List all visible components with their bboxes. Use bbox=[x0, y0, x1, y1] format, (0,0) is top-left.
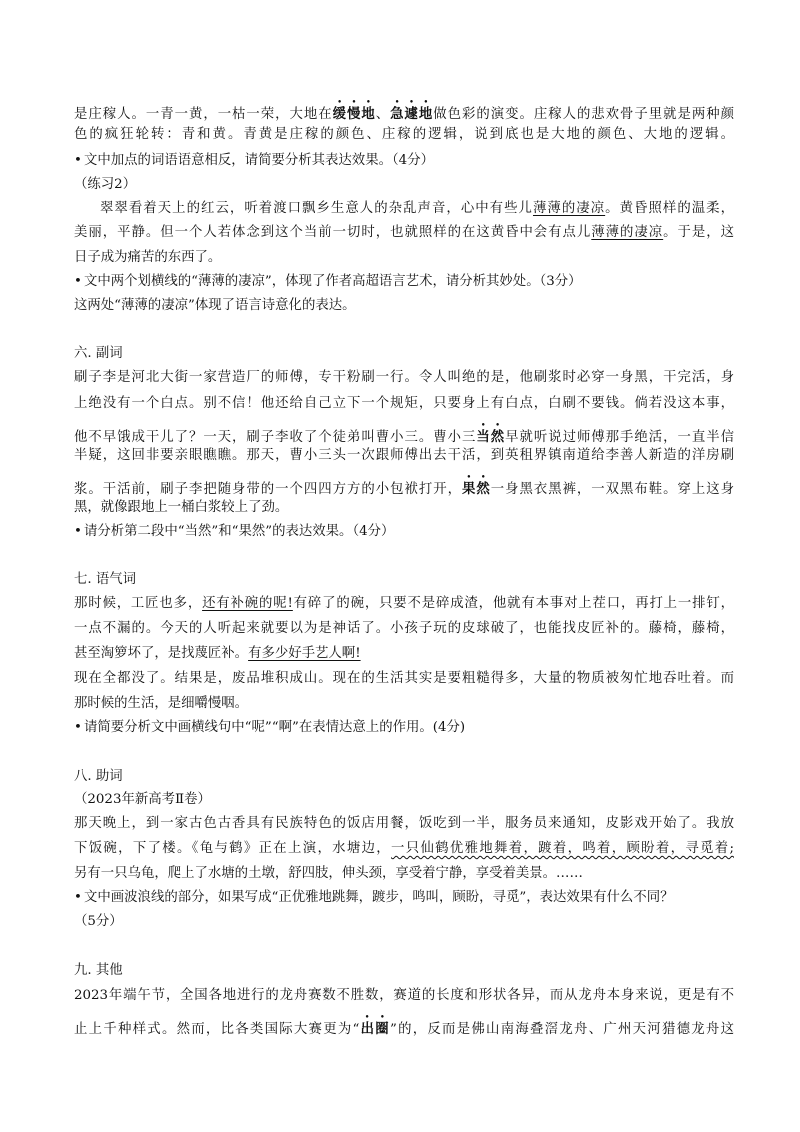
passage-line: 上绝没有一个白点。别不信！他还给自己立下一个规矩，只要身上有白点，白刷不要钱。倘若没这本事， bbox=[74, 396, 734, 411]
passage-line: 黑，就像跟地上一桶白浆较上了劲。 bbox=[74, 500, 289, 515]
emphasis-word: 出圈 bbox=[359, 1021, 390, 1037]
passage-line: 下饭碗，下了楼。《龟与鹤》正在上演，水塘边，一只仙鹤优雅地舞着，踱着，鸣着，顾盼着，寻觅着; bbox=[74, 841, 734, 856]
passage-line: 那时候的生活，是细嚼慢咽。 bbox=[74, 696, 249, 711]
passage-line: 现在全都没了。结果是，废品堆积成山。现在的生活其实是要粗糙得多，大量的物质被匆忙地吞吐着。而 bbox=[74, 671, 734, 686]
question: • 文中两个划横线的“薄薄的凄凉”，体现了作者高超语言艺术，请分析其妙处。（3分） bbox=[74, 272, 734, 294]
passage-line: 日子成为痛苦的东西了。 bbox=[74, 250, 222, 265]
question: • 请分析第二段中“当然”和“果然”的表达效果。（4分） bbox=[74, 522, 734, 544]
passage-line: 美丽，平静。但一个人若体念到这个当前一切时，也就照样的在这黄昏中会有点儿薄薄的凄凉。于是，这 bbox=[74, 225, 735, 240]
question: • 文中画波浪线的部分，如果写成“正优雅地跳舞，踱步，鸣叫，顾盼，寻觅”，表达效果有什么不同？ bbox=[74, 888, 734, 910]
question: • 文中加点的词语语意相反，请简要分析其表达效果。（4分） bbox=[74, 151, 734, 173]
section-title: 八. 助词 bbox=[74, 769, 123, 784]
bullet-icon: • bbox=[74, 274, 82, 289]
emphasis-word: 急遽地 bbox=[390, 106, 434, 122]
bullet-icon: • bbox=[74, 153, 82, 168]
section-title: 六. 副词 bbox=[74, 346, 123, 361]
section-title: 七. 语气词 bbox=[74, 572, 137, 587]
question-score: （5分） bbox=[74, 914, 123, 929]
underlined-phrase: 有多少好手艺人啊! bbox=[248, 646, 361, 661]
passage-line: 2023年端午节，全国各地进行的龙舟赛数不胜数，赛道的长度和形状各异，而从龙舟本身来说，更是有不 bbox=[74, 988, 734, 1003]
underlined-phrase: 还有补碗的呢! bbox=[202, 596, 293, 611]
source-label: （2023年新高考Ⅱ卷） bbox=[74, 792, 211, 807]
practice-label: （练习2） bbox=[74, 177, 137, 192]
emphasis-word: 缓慢地 bbox=[332, 106, 376, 122]
passage-line: 浆。干活前，刷子李把随身带的一个四四方方的小包袱打开，果然一身黑衣黑裤，一双黑布鞋。穿上这身 bbox=[74, 481, 735, 497]
section-title: 九. 其他 bbox=[74, 963, 123, 978]
passage-line: 他不早饿成干儿了？一天，刷子李收了个徒弟叫曹小三。曹小三当然早就听说过师傅那手绝活，一直半信 bbox=[74, 429, 735, 445]
underlined-phrase: 薄薄的凄凉 bbox=[532, 201, 606, 216]
passage-line: 止上千种样式。然而，比各类国际大赛更为“出圈”的，反而是佛山南海叠滘龙舟、广州天河猎德龙舟这 bbox=[74, 1021, 734, 1037]
question: • 请简要分析文中画横线句中“呢”“啊”在表情达意上的作用。(4分) bbox=[74, 718, 734, 740]
bullet-icon: • bbox=[74, 524, 82, 539]
passage-line: 甚至淘箩坏了，是找蔑匠补。有多少好手艺人啊! bbox=[74, 646, 361, 661]
passage-line: 那天晚上，到一家古色古香具有民族特色的饭店用餐，饭吃到一半，服务员来通知，皮影戏开始了。我放 bbox=[74, 816, 734, 831]
passage-line: 那时候，工匠也多，还有补碗的呢!有碎了的碗，只要不是碎成渣，他就有本事对上茬口，再打上一排钉， bbox=[74, 596, 734, 611]
emphasis-word: 果然 bbox=[461, 481, 491, 497]
passage-line: 刷子李是河北大街一家营造厂的师傅，专干粉刷一行。令人叫绝的是，他刷浆时必穿一身黑，干完活，身 bbox=[74, 370, 734, 385]
passage-line: 色的疯狂轮转：青和黄。青黄是庄稼的颜色、庄稼的逻辑，说到底也是大地的颜色、大地的逻辑。 bbox=[74, 127, 734, 142]
passage-line: 半疑，这回非要亲眼瞧瞧。那天，曹小三头一次跟师傅出去干活，到英租界镇南道给李善人新造的洋房刷 bbox=[74, 448, 734, 463]
underlined-phrase: 薄薄的凄凉 bbox=[591, 225, 664, 240]
passage-line: 是庄稼人。一青一黄，一枯一荣，大地在缓慢地、急遽地做色彩的演变。庄稼人的悲欢骨子里就是两种颜 bbox=[74, 106, 735, 122]
answer: 这两处“薄薄的凄凉”体现了语言诗意化的表达。 bbox=[74, 298, 356, 313]
bullet-icon: • bbox=[74, 720, 82, 735]
wavy-underlined-phrase: 一只仙鹤优雅地舞着，踱着，鸣着，顾盼着，寻觅着; bbox=[391, 841, 734, 856]
passage-line: 一点不漏的。今天的人听起来就要以为是神话了。小孩子玩的皮球破了，也能找皮匠补的。藤椅，藤椅， bbox=[74, 621, 734, 636]
emphasis-word: 当然 bbox=[476, 429, 506, 445]
passage-line: 另有一只乌龟，爬上了水塘的土墩，舒四肢，伸头颈，享受着宁静，享受着美景。…… bbox=[74, 866, 583, 881]
passage-line: 翠翠看着天上的红云，听着渡口飘乡生意人的杂乱声音，心中有些儿薄薄的凄凉。黄昏照样的温柔， bbox=[100, 201, 735, 216]
bullet-icon: • bbox=[74, 890, 82, 905]
